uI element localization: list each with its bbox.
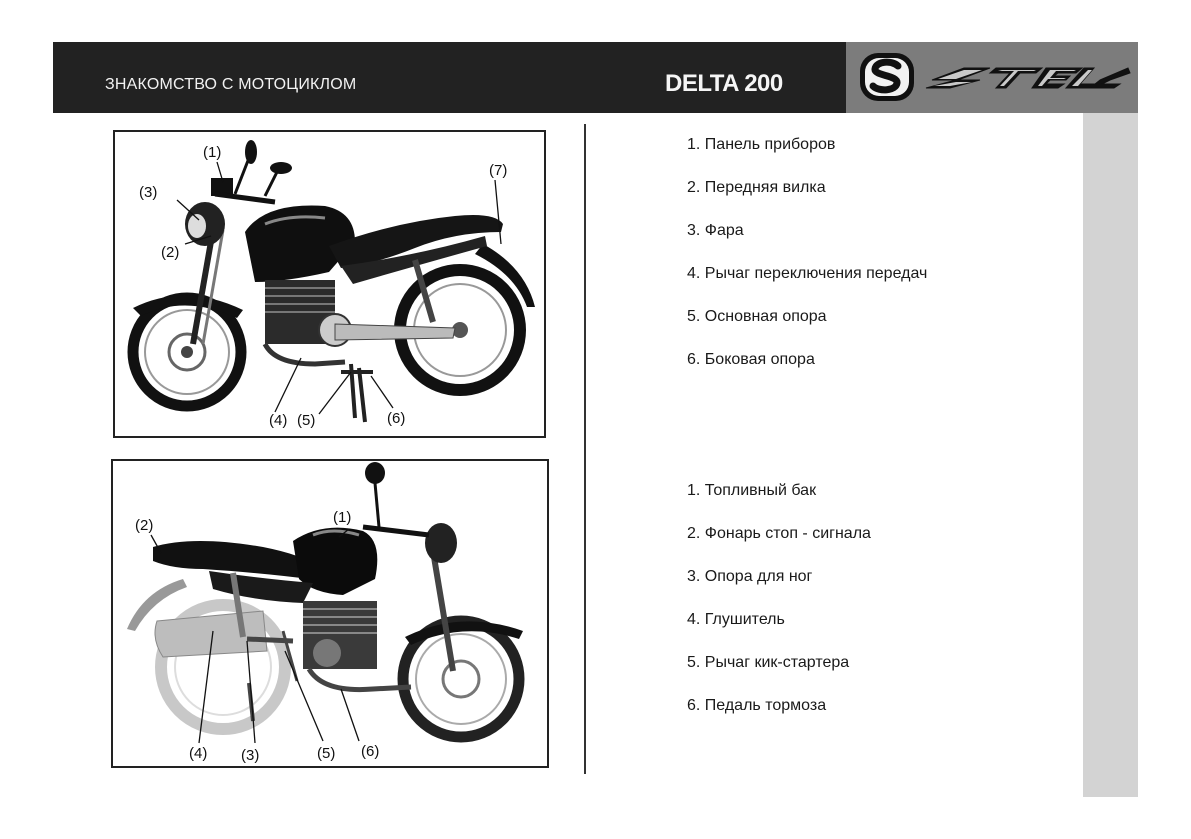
callout-2: (2) — [135, 517, 154, 534]
motorcycle-left-side-image — [113, 461, 547, 766]
legend-item: 4. Рычаг переключения передач — [687, 265, 928, 282]
legend-item: 3. Опора для ног — [687, 568, 813, 585]
legend-item: 3. Фара — [687, 222, 744, 239]
section-title: ЗНАКОМСТВО С МОТОЦИКЛОМ — [105, 76, 357, 93]
side-strip — [1083, 113, 1138, 797]
callout-7: (7) — [489, 162, 508, 179]
legend-item: 2. Фонарь стоп - сигнала — [687, 525, 871, 542]
legend-figure-2 — [687, 481, 871, 739]
callout-5: (5) — [297, 412, 316, 429]
motorcycle-right-side-image — [115, 132, 544, 436]
legend-item: 1. Панель приборов — [687, 136, 836, 153]
callout-4: (4) — [269, 412, 288, 429]
callout-2: (2) — [161, 244, 180, 261]
callout-3: (3) — [139, 184, 158, 201]
brand-logo — [846, 42, 1138, 113]
callout-5: (5) — [317, 745, 336, 762]
page-header — [53, 42, 1138, 113]
legend-item: 6. Педаль тормоза — [687, 697, 827, 714]
legend-item: 5. Рычаг кик-стартера — [687, 654, 850, 671]
legend-item: 1. Топливный бак — [687, 482, 817, 499]
legend-item: 6. Боковая опора — [687, 351, 815, 368]
model-name: DELTA 200 — [665, 70, 783, 97]
legend-item: 4. Глушитель — [687, 611, 785, 628]
callout-6: (6) — [361, 743, 380, 760]
motorcycle-left-photo — [111, 459, 549, 768]
stels-logo-icon — [846, 42, 1138, 113]
legend-figure-1 — [687, 135, 927, 393]
column-divider — [584, 124, 586, 774]
callout-3: (3) — [241, 747, 260, 764]
legend-item: 5. Основная опора — [687, 308, 827, 325]
callout-1: (1) — [203, 144, 222, 161]
legend-item: 2. Передняя вилка — [687, 179, 826, 196]
callout-1: (1) — [333, 509, 352, 526]
callout-4: (4) — [189, 745, 208, 762]
callout-6: (6) — [387, 410, 406, 427]
motorcycle-right-photo — [113, 130, 546, 438]
